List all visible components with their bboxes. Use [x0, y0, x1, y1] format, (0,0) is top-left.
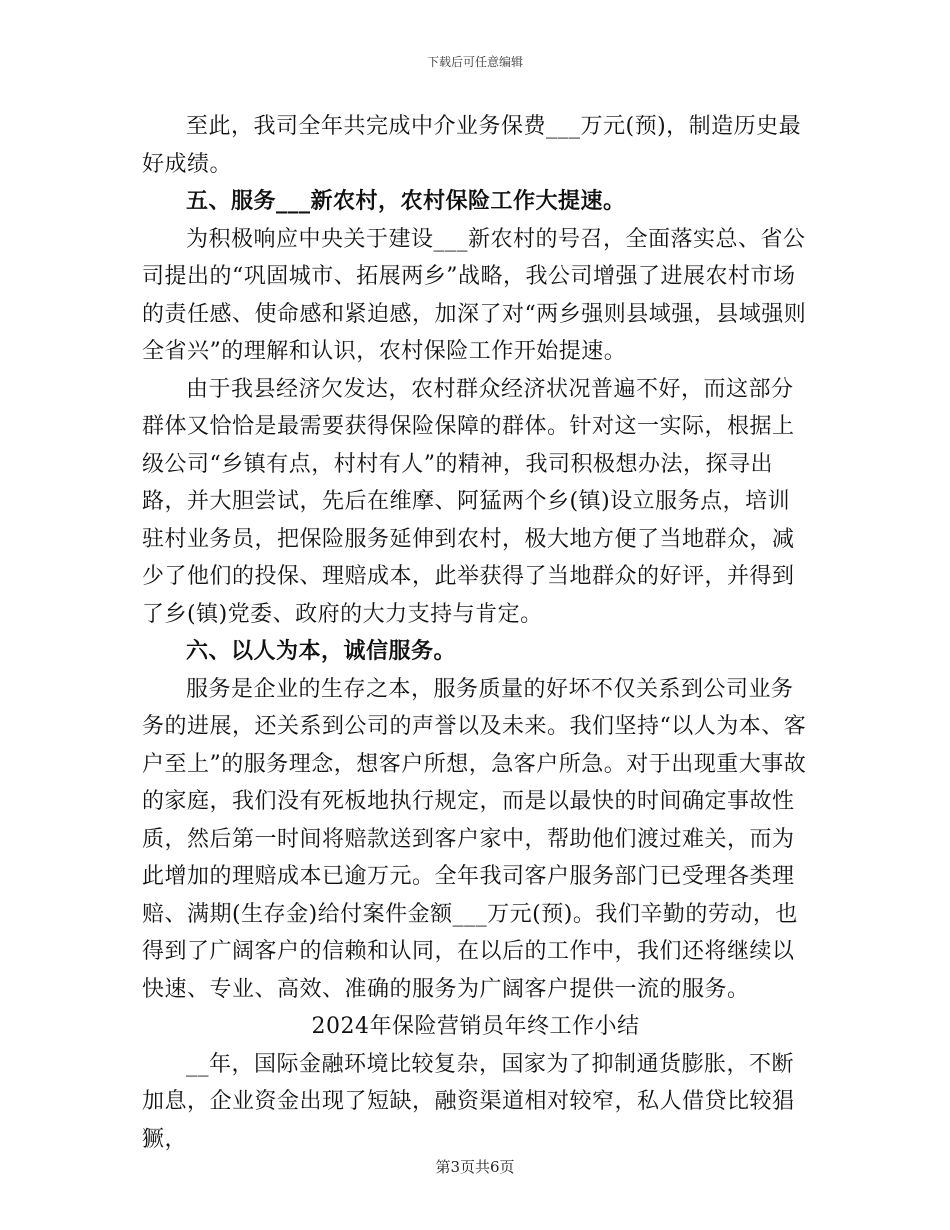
document-body: [142, 108, 809, 1158]
paragraph-summary: 至此，我司全年共完成中介业务保费___万元(预)，制造历史最好成绩。: [142, 114, 802, 177]
page-header: 下载后可任意编辑: [426, 55, 523, 69]
page-number: 第3页共6页: [435, 1158, 515, 1176]
paragraph-intro: __年，国际金融环境比较复杂，国家为了抑制通货膨胀，不断加息，企业资金出现了短缺，融资渠道相对较窄，私人借贷比较猖獗，: [142, 1051, 795, 1152]
paragraph-rural-strategy: 为积极响应中央关于建设___新农村的号召，全面落实总、省公司提出的“巩固城市、拓展两乡”战略，我公司增强了进展农村市场的责任感、使命感和紧迫感，加深了对“两乡强则县域强，县域强则全省兴”的理解和认识，农村保险工作开始提速。: [142, 226, 807, 364]
document-title: 2024年保险营销员年终工作小结: [311, 1014, 640, 1039]
section-heading-6: 六、以人为本，诚信服务。: [186, 638, 457, 664]
paragraph-rural-service: 由于我县经济欠发达，农村群众经济状况普遍不好，而这部分群体又恰恰是最需要获得保险保障的群体。针对这一实际，根据上级公司“乡镇有点，村村有人”的精神，我司积极想办法，探寻出路，并大胆尝试，先后在维摩、阿猛两个乡(镇)设立服务点，培训驻村业务员，把保险服务延伸到农村，极大地方便了当地群众，减少了他们的投保、理赔成本，此举获得了当地群众的好评，并得到了乡(镇)党委、政府的大力支持与肯定。: [142, 376, 795, 627]
paragraph-service-quality: 服务是企业的生存之本，服务质量的好坏不仅关系到公司业务务的进展，还关系到公司的声誉以及未来。我们坚持“以人为本、客户至上”的服务理念，想客户所想，急客户所急。对于出现重大事故的家庭，我们没有死板地执行规定，而是以最快的时间确定事故性质，然后第一时间将赔款送到客户家中，帮助他们渡过难关，而为此增加的理赔成本已逾万元。全年我司客户服务部门已受理各类理赔、满期(生存金)给付案件金额___万元(预)。我们辛勤的劳动，也得到了广阔客户的信赖和认同，在以后的工作中，我们还将继续以快速、专业、高效、准确的服务为广阔客户提供一流的服务。: [142, 676, 807, 1002]
section-heading-5: 五、服务___新农村，农村保险工作大提速。: [186, 188, 626, 214]
